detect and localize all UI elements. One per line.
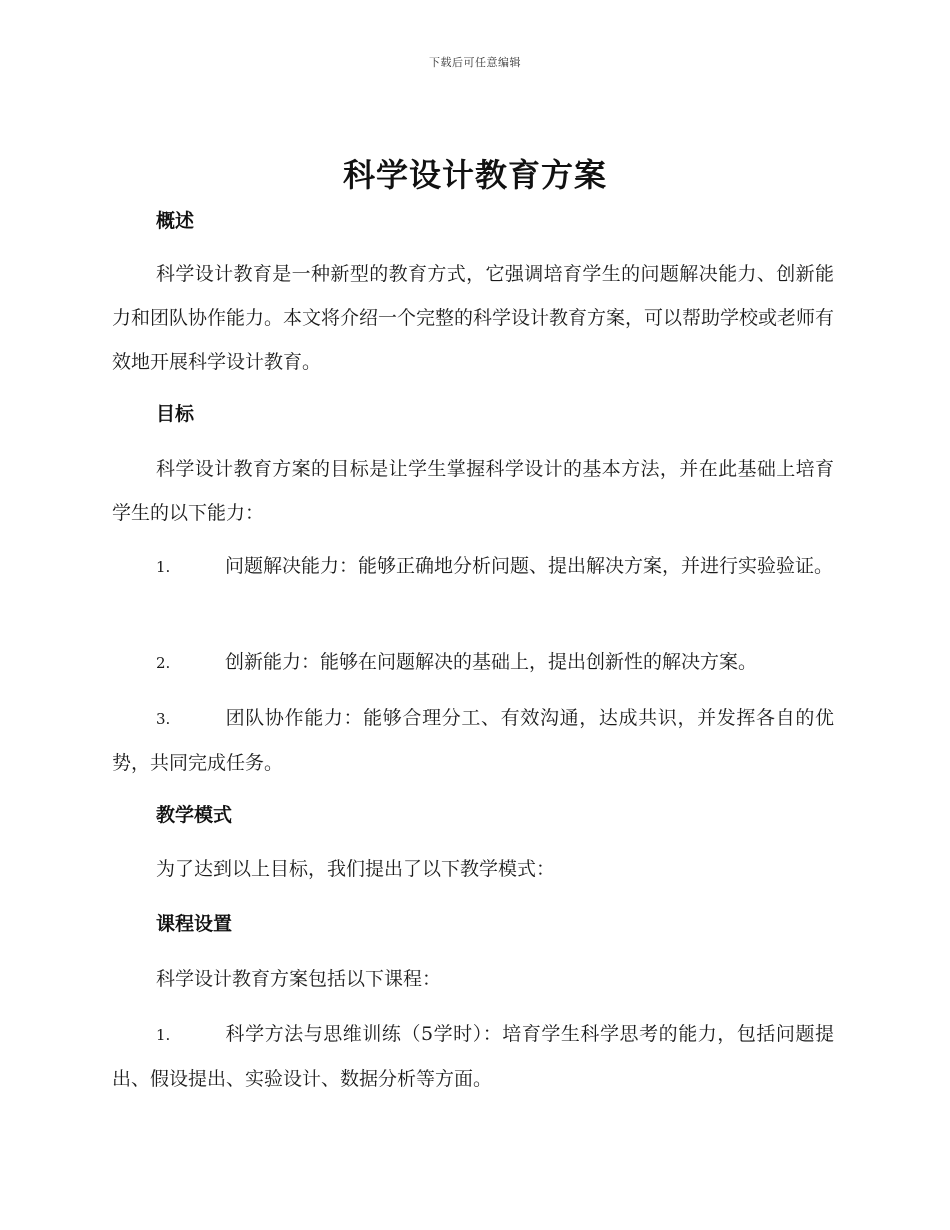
section-curriculum-heading [112,910,834,938]
section-teaching-mode [112,847,834,891]
section-heading: 概述 [156,210,195,232]
list-item-text: 团队协作能力：能够合理分工、有效沟通，达成共识，并发挥各自的优势，共同完成任务。 [112,707,834,774]
section-overview [112,252,834,384]
section-heading: 教学模式 [156,804,233,826]
document-title: 科学设计教育方案 [342,156,607,194]
section-teaching-mode-heading [112,801,834,829]
list-item-number: 2. [156,654,171,672]
section-heading: 目标 [156,403,195,425]
goals-list-item [112,640,834,685]
section-goals-heading [112,400,834,428]
goals-list-item [112,696,834,785]
list-item-number: 1. [156,1026,171,1044]
list-item-text: 问题解决能力：能够正确地分析问题、提出解决方案，并进行实验验证。 [225,555,834,577]
curriculum-paragraph: 科学设计教育方案包括以下课程： [156,968,442,990]
section-heading: 课程设置 [156,913,233,935]
section-curriculum [112,957,834,1001]
header-note: 下载后可任意编辑 [429,56,521,69]
list-item-number: 3. [156,710,171,728]
goals-list-item [112,544,834,589]
section-goals [112,447,834,535]
overview-paragraph: 科学设计教育是一种新型的教育方式，它强调培育学生的问题解决能力、创新能力和团队协作能力。本文将介绍一个完整的科学设计教育方案，可以帮助学校或老师有效地开展科学设计教育。 [112,263,835,373]
goals-paragraph: 科学设计教育方案的目标是让学生掌握科学设计的基本方法，并在此基础上培育学生的以下能力： [112,458,834,524]
list-item-text: 科学方法与思维训练（5学时）：培育学生科学思考的能力，包括问题提出、假设提出、实验设计、数据分析等方面。 [112,1023,834,1090]
list-item-number: 1. [156,558,171,576]
teaching-mode-paragraph: 为了达到以上目标，我们提出了以下教学模式： [156,858,556,880]
section-overview-heading [112,207,834,235]
curriculum-list-item [112,1012,834,1101]
list-item-text: 创新能力：能够在问题解决的基础上，提出创新性的解决方案。 [225,651,758,673]
